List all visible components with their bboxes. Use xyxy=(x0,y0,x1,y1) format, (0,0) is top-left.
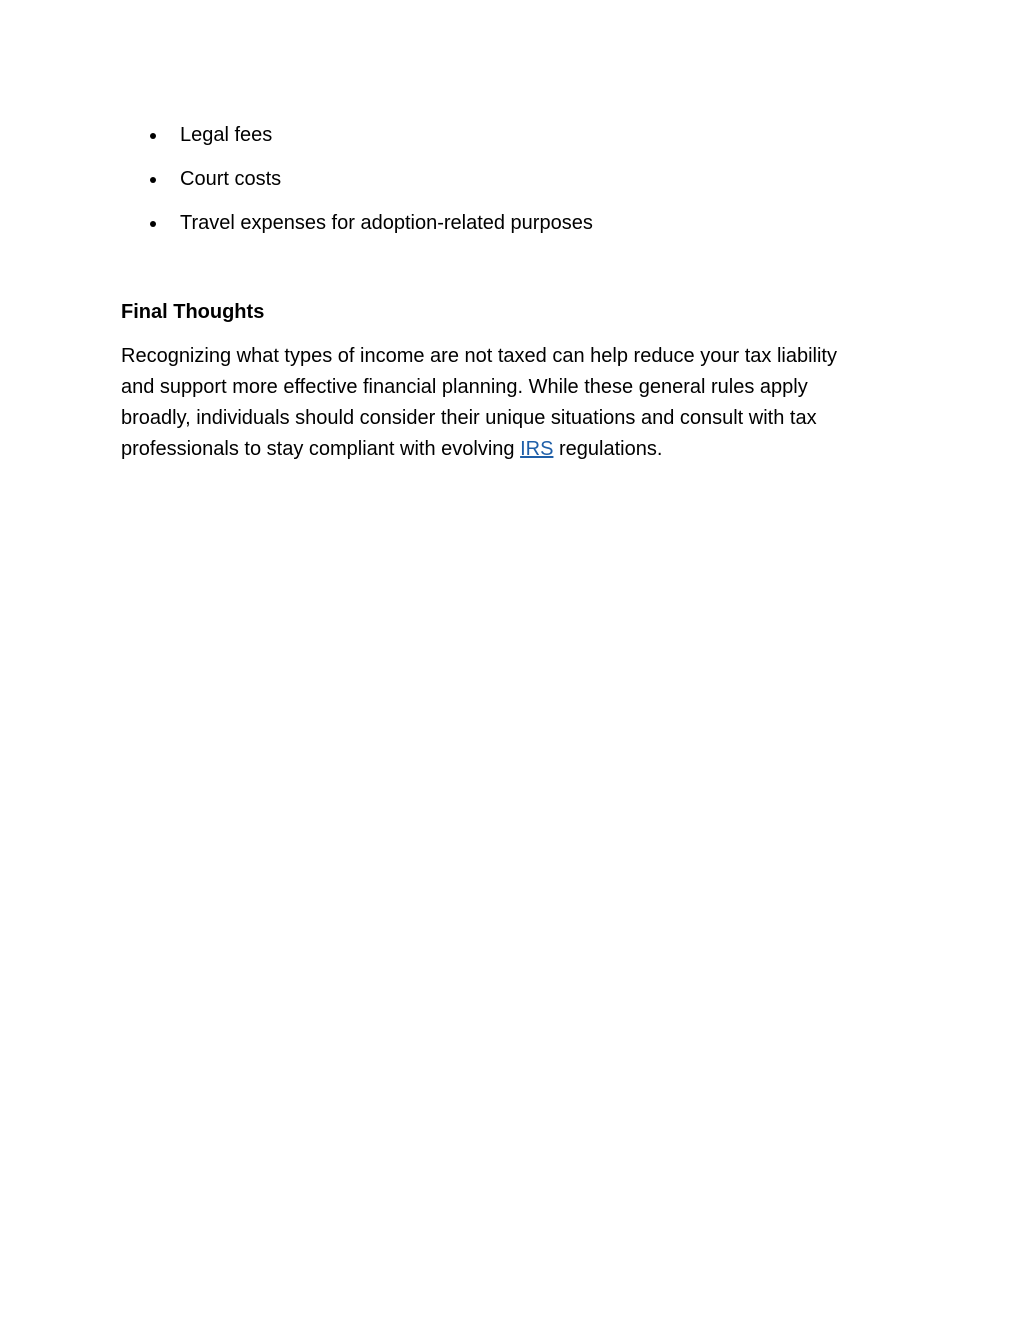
paragraph-line-last xyxy=(121,434,911,465)
list-item xyxy=(148,208,593,252)
paragraph-text-after-link: regulations. xyxy=(553,438,663,460)
expense-bullet-list xyxy=(148,120,593,252)
irs-link[interactable]: IRS xyxy=(520,438,554,460)
list-item-text: Court costs xyxy=(180,168,282,190)
list-item xyxy=(148,164,593,208)
list-item xyxy=(148,120,593,164)
section-heading: Final Thoughts xyxy=(121,301,265,323)
list-item-text: Legal fees xyxy=(180,124,273,146)
bullet-icon xyxy=(150,221,156,227)
bullet-icon xyxy=(150,133,156,139)
bullet-icon xyxy=(150,177,156,183)
paragraph-text-before-link: professionals to stay compliant with evolving xyxy=(121,438,521,460)
section-paragraph xyxy=(121,341,911,465)
paragraph-line: Recognizing what types of income are not taxed can help reduce your tax liability xyxy=(121,345,837,367)
list-item-text: Travel expenses for adoption-related purposes xyxy=(180,212,593,234)
paragraph-line: broadly, individuals should consider their unique situations and consult with tax xyxy=(121,407,817,429)
paragraph-line: and support more effective financial planning. While these general rules apply xyxy=(121,376,808,398)
